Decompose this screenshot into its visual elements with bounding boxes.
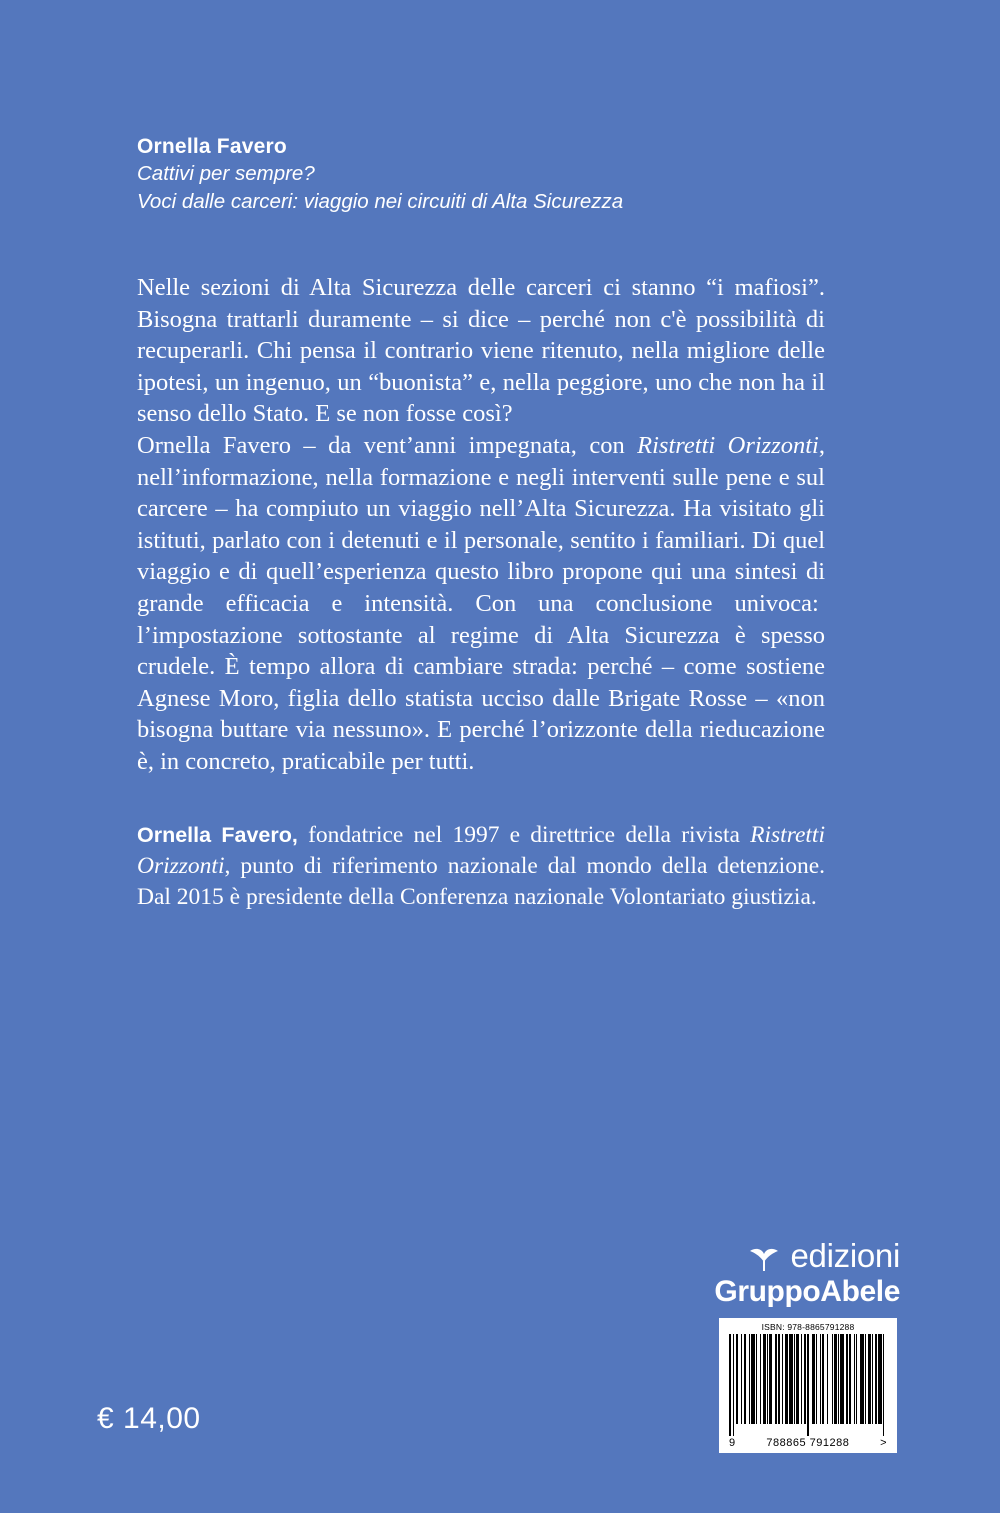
blurb-p2-italic-journal: Ristretti Orizzonti	[637, 431, 819, 459]
author-bio	[137, 820, 825, 913]
blurb-paragraph-1	[137, 272, 825, 430]
book-title: Cattivi per sempre?	[137, 162, 315, 185]
book-subtitle: Voci dalle carceri: viaggio nei circuiti di Alta Sicurezza	[137, 190, 624, 213]
price-label: € 14,00	[97, 1402, 201, 1435]
author-name: Ornella Favero	[137, 135, 287, 158]
barcode-digit-left: 9	[729, 1437, 736, 1449]
barcode-bars	[727, 1334, 889, 1436]
bio-italic-journal: Ristretti Orizzonti	[137, 822, 825, 879]
barcode-digits	[727, 1436, 889, 1449]
blurb-p2-text-a: Ornella Favero – da vent’anni impegnata, con	[137, 431, 638, 459]
publisher-word-gruppoabele: GruppoAbele	[714, 1275, 900, 1308]
isbn-label: ISBN: 978-8865791288	[761, 1322, 855, 1332]
barcode-digits-main: 788865 791288	[766, 1437, 850, 1449]
dove-mark-icon	[746, 1238, 782, 1274]
blurb-p2-text-b: , nell’informazione, nella formazione e negli interventi sulle pene e sul carcere – ha compiuto un viaggio nell’Alta Sicurezza. Ha visitato gli istituti, parlato con i detenuti e il personale, sentito i familiari. Di quel viaggio e di quell’esperienza questo libro propone qui una sintesi di grande efficacia e intensità. Con una conclusione univoca: l’impostazione sottostante al regime di Alta Sicurezza è spesso crudele. È tempo allora di cambiare strada: perché – come sostiene Agnese Moro, figlia dello statista ucciso dalle Brigate Rosse – «non bisogna buttare via nessuno». E perché l’orizzonte della rieducazione è, in concreto, praticabile per tutti.	[137, 431, 825, 775]
barcode-digit-right: >	[880, 1437, 887, 1449]
bio-text-a: fondatrice nel 1997 e direttrice della rivista	[297, 822, 751, 848]
header-block	[137, 134, 837, 216]
blurb-p1-text: Nelle sezioni di Alta Sicurezza delle carceri ci stanno “i mafiosi”. Bisogna trattarli duramente – si dice – perché non c'è possibilità di recuperarli. Chi pensa il contrario viene ritenuto, nella migliore delle ipotesi, un ingenuo, un “buonista” e, nella peggiore, uno che non ha il senso dello Stato. E se non fosse così?	[137, 274, 825, 428]
publisher-logo	[600, 1238, 900, 1308]
blurb-text	[137, 272, 825, 778]
publisher-word-edizioni: edizioni	[790, 1237, 900, 1274]
barcode-panel	[719, 1318, 897, 1453]
bio-author-name: Ornella Favero,	[137, 823, 298, 847]
bio-text-b: , punto di riferimento nazionale dal mondo della detenzione. Dal 2015 è presidente della Conferenza nazionale Volontariato giustizia.	[137, 853, 825, 910]
blurb-paragraph-2	[137, 430, 825, 778]
